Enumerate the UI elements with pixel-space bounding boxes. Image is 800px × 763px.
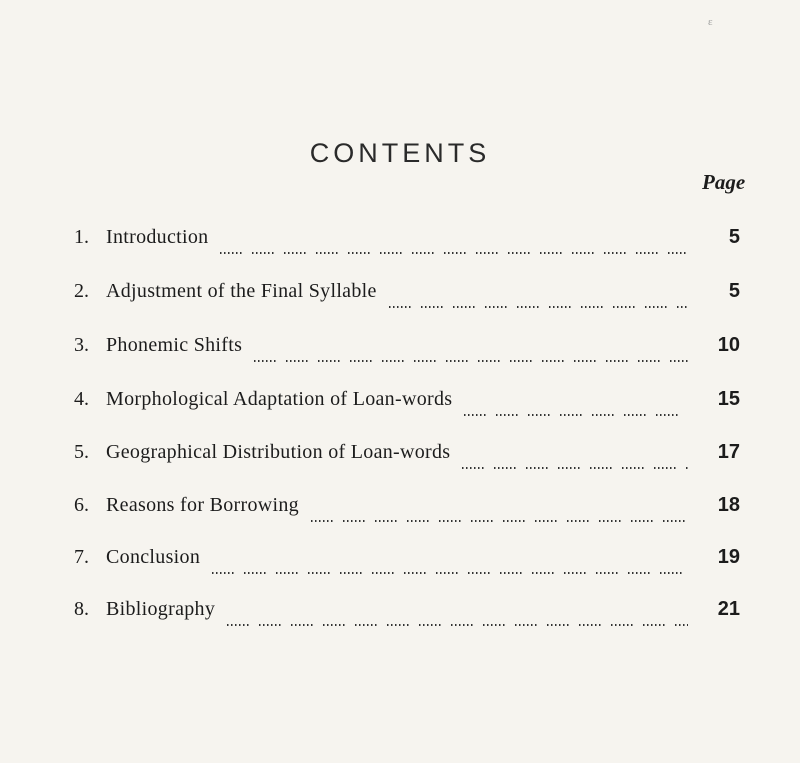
entry-page: 18 — [717, 494, 740, 516]
entry-title: Phonemic Shifts — [106, 334, 243, 356]
corner-mark: ε — [708, 16, 713, 28]
toc-entry — [74, 546, 740, 576]
toc-entry — [74, 280, 740, 310]
entry-number: 4. — [74, 388, 89, 410]
dot-leader — [462, 463, 688, 471]
entry-page: 19 — [717, 546, 740, 568]
entry-page: 5 — [728, 280, 740, 302]
entry-number: 2. — [74, 280, 89, 302]
toc-entry — [74, 598, 740, 628]
toc-entry — [74, 494, 740, 524]
entry-title: Geographical Distribution of Loan-words — [106, 441, 451, 463]
entry-number: 8. — [74, 598, 89, 620]
entry-page: 15 — [717, 388, 740, 410]
entry-number: 5. — [74, 441, 89, 463]
entry-number: 3. — [74, 334, 89, 356]
dot-leader — [389, 302, 688, 310]
toc-entry — [74, 441, 740, 471]
entry-page: 5 — [728, 226, 740, 248]
toc-entry — [74, 334, 740, 364]
entry-title: Introduction — [106, 226, 209, 248]
entry-title: Conclusion — [106, 546, 201, 568]
page-title: CONTENTS — [309, 138, 491, 168]
dot-leader — [227, 620, 688, 628]
entry-number: 1. — [74, 226, 89, 248]
dot-leader — [254, 356, 688, 364]
dot-leader — [464, 410, 688, 418]
entry-number: 6. — [74, 494, 89, 516]
entry-number: 7. — [74, 546, 89, 568]
entry-page: 17 — [717, 441, 740, 463]
entry-title: Adjustment of the Final Syllable — [106, 280, 377, 302]
dot-leader — [311, 516, 688, 524]
dot-leader — [220, 248, 688, 256]
toc-entry — [74, 226, 740, 256]
entry-title: Bibliography — [106, 598, 216, 620]
dot-leader — [212, 568, 688, 576]
page-column-heading: Page — [702, 170, 746, 194]
entry-title: Reasons for Borrowing — [106, 494, 299, 516]
entry-title: Morphological Adaptation of Loan-words — [106, 388, 453, 410]
toc-entry — [74, 388, 740, 418]
entry-page: 21 — [717, 598, 740, 620]
entry-page: 10 — [717, 334, 740, 356]
